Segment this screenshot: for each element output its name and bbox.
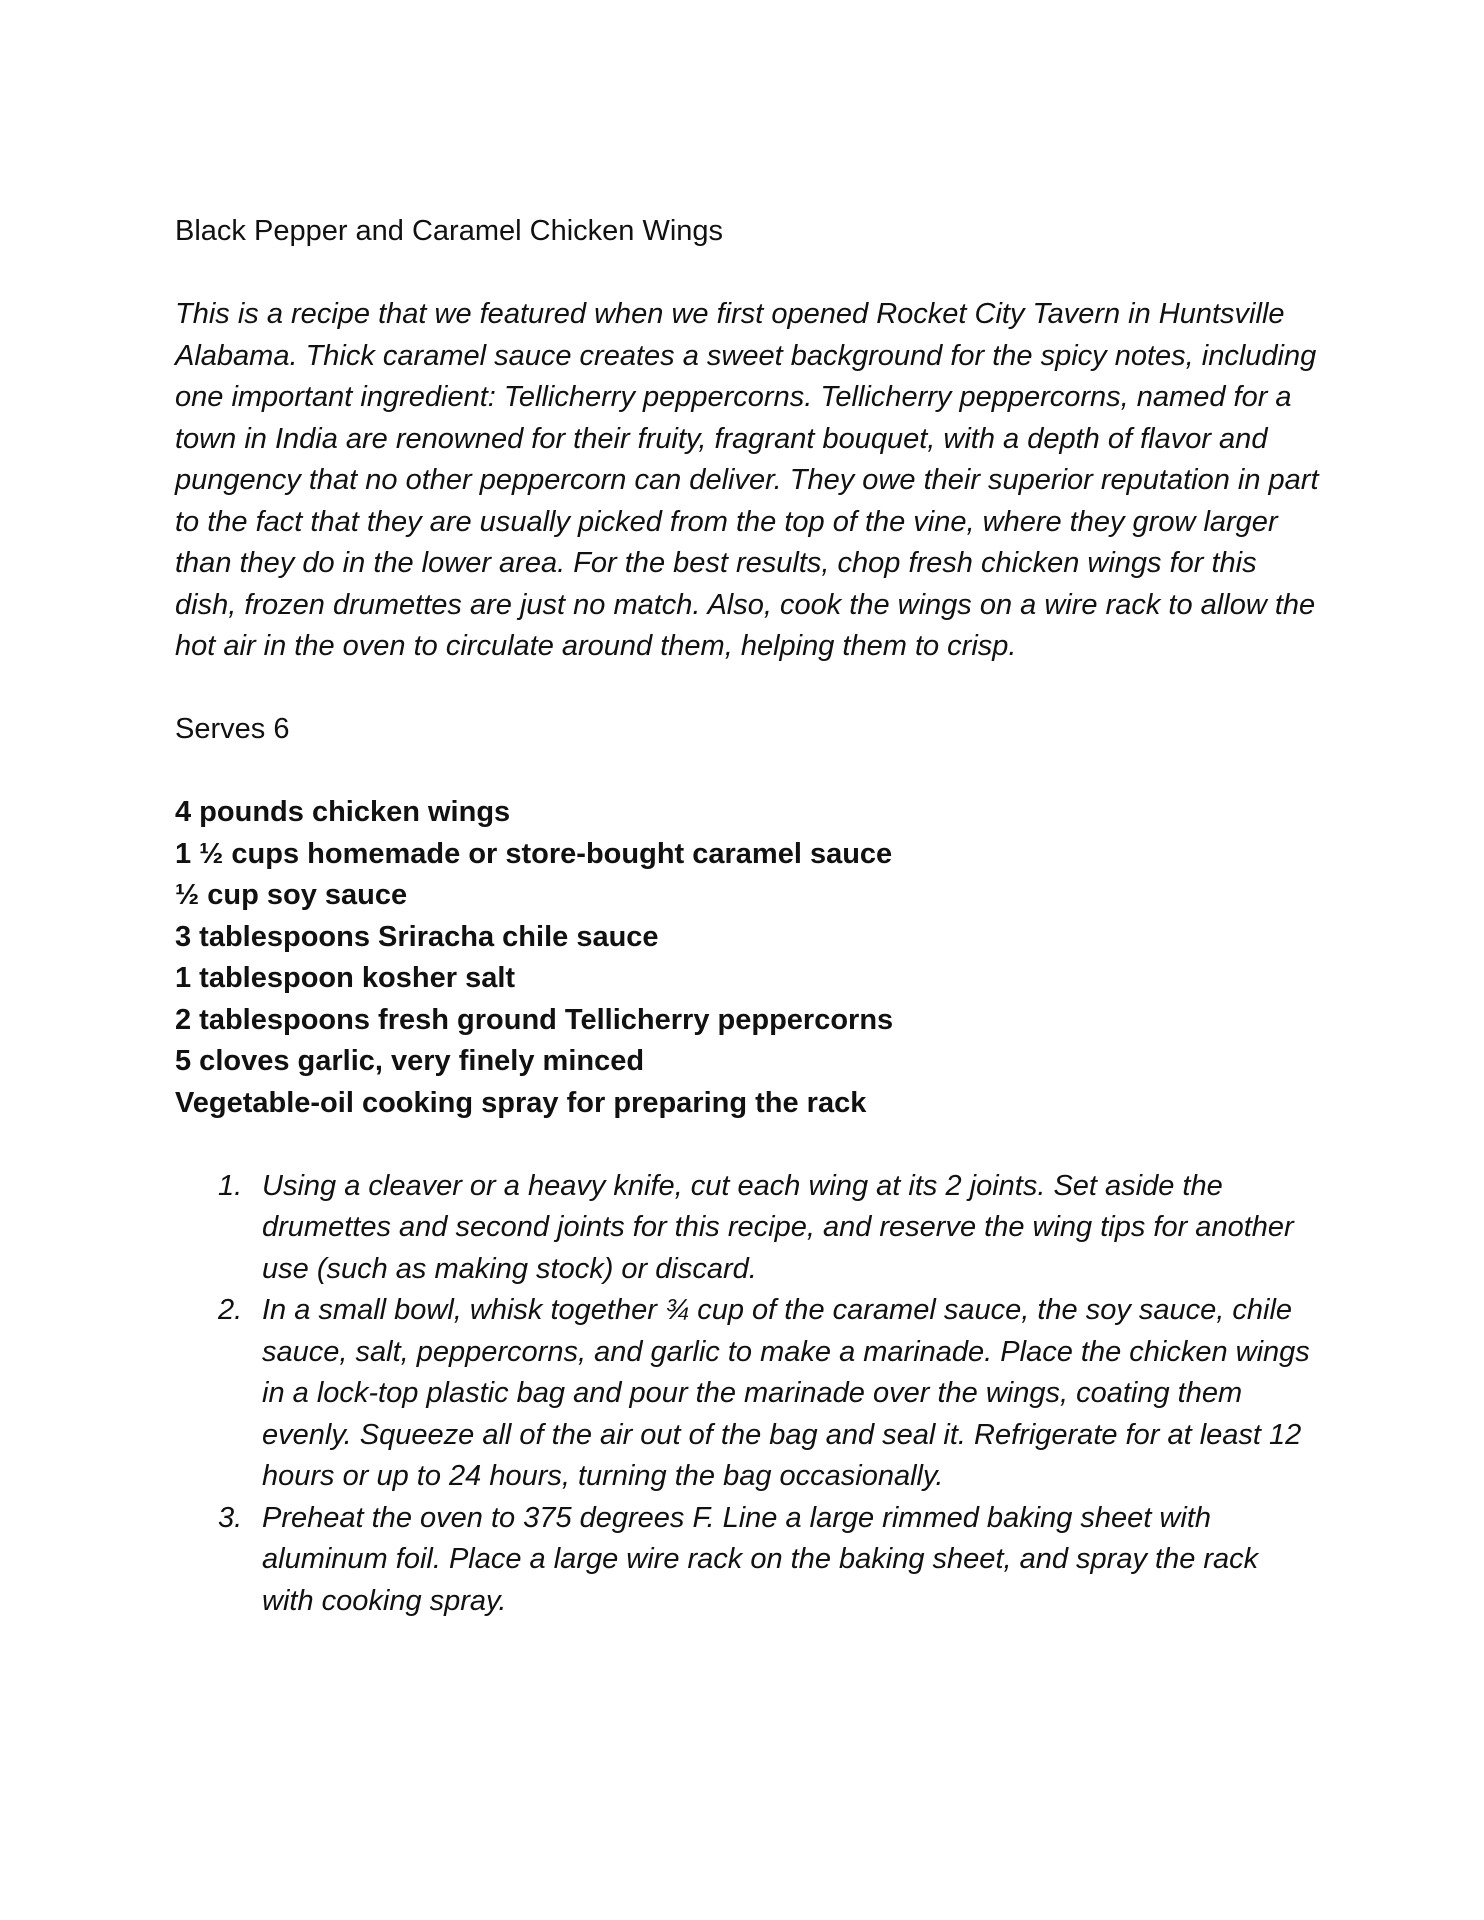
ingredient-item: 4 pounds chicken wings [175, 796, 511, 828]
ingredient-item: ½ cup soy sauce [175, 879, 408, 911]
ingredient-item: 3 tablespoons Sriracha chile sauce [175, 920, 659, 953]
recipe-content [175, 211, 1325, 1622]
step-text: Preheat the oven to 375 degrees F. Line a large rimmed baking sheet with aluminum foil. Place a large wire rack on the baking sheet, and spray the rack with cooking spray. [262, 1501, 1259, 1617]
step-number: 2. [218, 1294, 243, 1326]
instruction-step [175, 1166, 1325, 1291]
ingredient-item: 2 tablespoons fresh ground Tellicherry peppercorns [175, 1003, 894, 1036]
serves-line: Serves 6 [175, 713, 290, 745]
ingredient-item: 1 tablespoon kosher salt [175, 962, 516, 994]
step-number: 3. [218, 1501, 243, 1534]
ingredient-item: Vegetable-oil cooking spray for preparing the rack [175, 1086, 867, 1119]
instruction-list [175, 1166, 1325, 1623]
recipe-title: Black Pepper and Caramel Chicken Wings [175, 215, 724, 247]
step-text: Using a cleaver or a heavy knife, cut each wing at its 2 joints. Set aside the drumettes and second joints for this recipe, and reserve the wing tips for another use (such as making stock) or discard. [262, 1169, 1294, 1285]
step-text: In a small bowl, whisk together ¾ cup of the caramel sauce, the soy sauce, chile sauce, salt, peppercorns, and garlic to make a marinade. Place the chicken wings in a lock-top plastic bag and pour the marinade over the wings, coating them evenly. Squeeze all of the air out of the bag and seal it. Refrigerate for at least 12 hours or up to 24 hours, turning the bag occasionally. [262, 1294, 1310, 1492]
step-number: 1. [218, 1169, 243, 1202]
recipe-intro: This is a recipe that we featured when we first opened Rocket City Tavern in Huntsville Alabama. Thick caramel sauce creates a sweet background for the spicy notes, including one important ingredient: Tellicherry peppercorns. Tellicherry peppercorns, named for a town in India are renowned for their fruity, fragrant bouquet, with a depth of flavor and pungency that no other peppercorn can deliver. They owe their superior reputation in part to the fact that they are usually picked from the top of the vine, where they grow larger than they do in the lower area. For the best results, chop fresh chicken wings for this dish, frozen drumettes are just no match. Also, cook the wings on a wire rack to allow the hot air in the oven to circulate around them, helping them to crisp. [175, 298, 1319, 662]
ingredient-list [175, 792, 1325, 1124]
instruction-step [175, 1498, 1325, 1623]
ingredient-item: 5 cloves garlic, very finely minced [175, 1045, 645, 1077]
ingredient-item: 1 ½ cups homemade or store-bought caramel sauce [175, 837, 893, 870]
instruction-step [175, 1290, 1325, 1498]
